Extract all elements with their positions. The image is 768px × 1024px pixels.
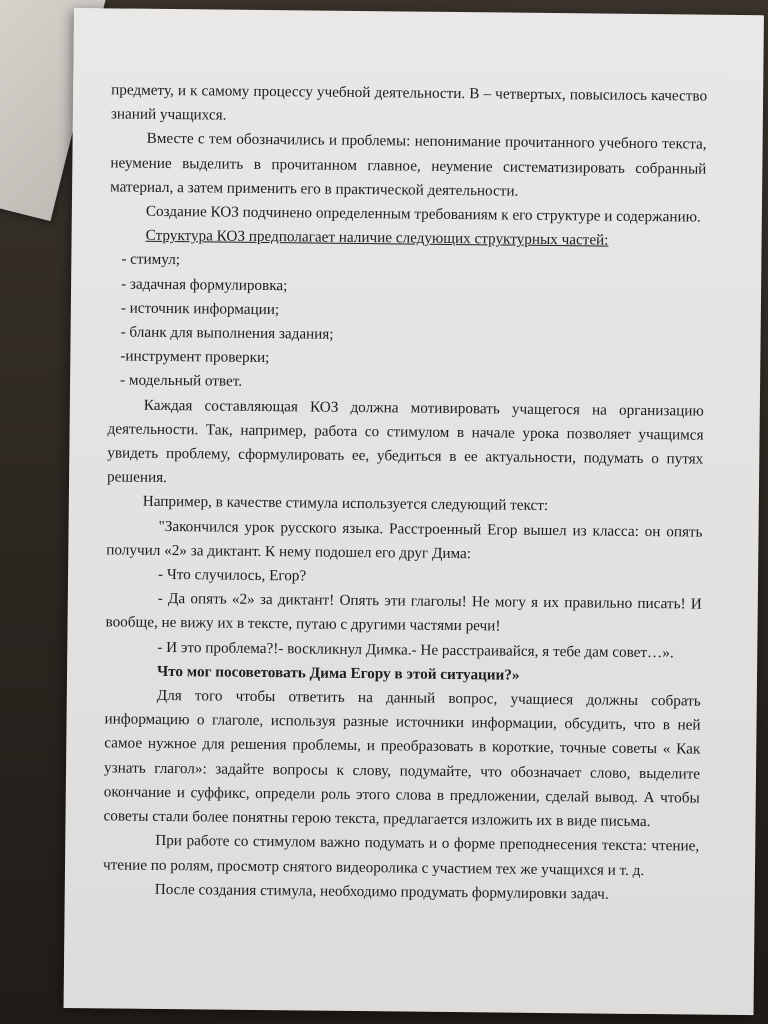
paragraph-presentation-form: При работе со стимулом важно подумать и о форме преподнесения текста: чтение, чтение по ролям, просмотр снятого видеоролика с участием тех же учащихся и т. д.: [102, 832, 700, 879]
paragraph-problems: Вместе с тем обозначились и проблемы: непонимание прочитанного учебного текста, неумение выделить в прочитанном главное, неумение систематизировать собранный материал, а затем применить его в практической деятельности.: [110, 130, 707, 200]
list-item: -инструмент проверки;: [120, 347, 270, 367]
stimulus-question: Что мог посоветовать Дима Егору в этой ситуации?»: [156, 662, 520, 684]
paragraph-koz-creation: Создание КОЗ подчинено определенным требованиям к его структуре и содержанию.: [145, 202, 701, 226]
list-item: - модельный ответ.: [120, 371, 243, 391]
list-item: - источник информации;: [120, 299, 280, 318]
paragraph-motivation: Каждая составляющая КОЗ должна мотивировать учащегося на организацию деятельности. Так, например, работа со стимулом в начале урока позволяет учащимся увидеть проблему, сформулировать ее, убедиться в ее актуальности, подумать о путях решения.: [107, 396, 704, 487]
dialog-line-2: - Да опять «2» за диктант! Опять эти глаголы! Не могу я их правильно писать! И вообще, не вижу их в тексте, путаю с другими частями речи!: [105, 590, 702, 635]
dialog-line-1: - Что случилось, Егор?: [157, 565, 307, 585]
structure-heading-text: Структура КОЗ предполагает наличие следующих структурных частей:: [145, 226, 609, 249]
list-item: - задачная формулировка;: [121, 275, 288, 294]
paragraph-example-intro: Например, в качестве стимула используется следующий текст:: [142, 493, 549, 515]
list-item: - бланк для выполнения задания;: [120, 323, 334, 343]
document-page: [64, 8, 764, 1015]
paragraph-answer: Для того чтобы ответить на данный вопрос, учащиеся должны собрать информацию о глаголе, используя разные источники информации, обсудить, что в ней самое нужное для решения проблемы, и преобразовать в короткие, точные советы « Как узнать глагол»: задайте вопросы к слову, подумайте, что обозначает слово, выделите окончание и суффикс, определи роль этого слова в предложении, сделай вывод. А чтобы советы стали более понятны герою текста, предлагается изложить их в виде письма.: [103, 686, 701, 831]
structure-list: [108, 248, 705, 399]
paragraph-conclusion: После создания стимула, необходимо продумать формулировки задач.: [154, 880, 609, 903]
list-item: - стимул;: [121, 250, 181, 269]
stimulus-text: "Закончился урок русского языка. Расстроенный Егор вышел из класса: он опять получил «2» за диктант. К нему подошел его друг Дима:: [106, 517, 703, 563]
dialog-line-3: - И это проблема?!- воскликнул Димка.- Не расстраивайся, я тебе дам совет…».: [157, 638, 674, 661]
document-text: [103, 78, 708, 907]
paragraph-1: предмету, и к самому процессу учебной деятельности. В – четвертых, повысилось качество знаний учащихся.: [110, 81, 708, 124]
